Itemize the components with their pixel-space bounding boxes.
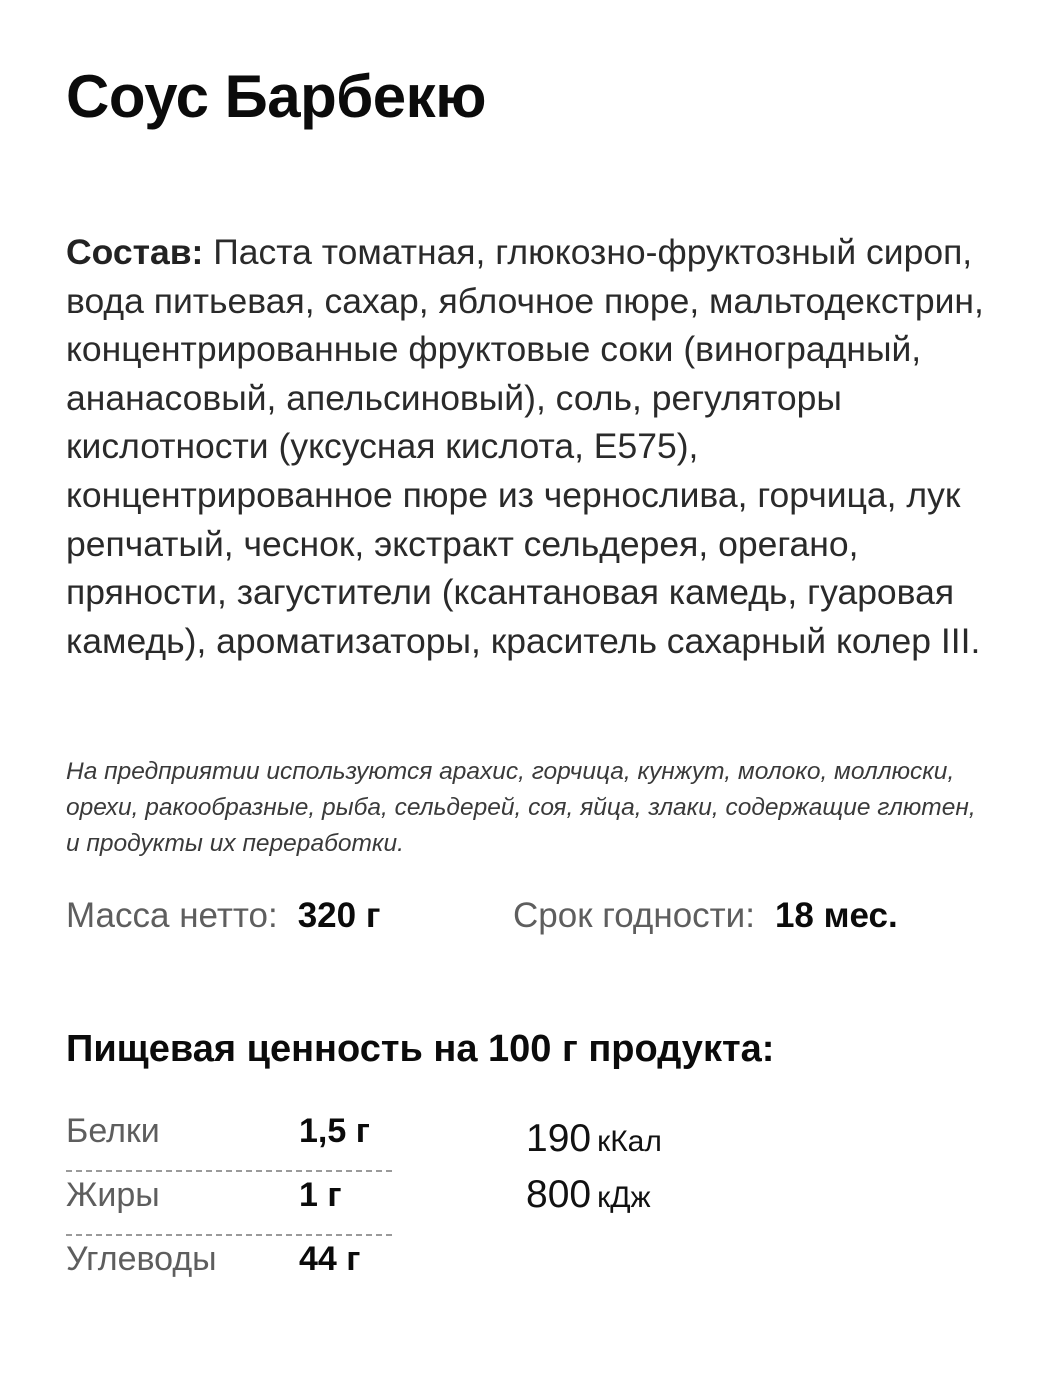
shelf-life-value: 18 мес. xyxy=(774,896,898,935)
nutrient-value: 1,5 г xyxy=(299,1112,370,1150)
energy-kcal-unit: кКал xyxy=(597,1125,662,1158)
product-title: Соус Барбекю xyxy=(66,63,486,130)
composition-text: Паста томатная, глюкозно-фруктозный сироп, вода питьевая, сахар, яблочное пюре, мальтодекстрин, концентрированные фруктовые соки (виноградный, ананасовый, апельсиновый), соль, регуляторы кислотности (уксусная кислота, Е575), концентрированное пюре из чернослива, горчица, лук репчатый, чеснок, экстракт сельдерея, орегано, пряности, загустители (ксантановая камедь, гуаровая камедь), ароматизаторы, краситель сахарный колер III. xyxy=(66,232,984,661)
net-weight-value: 320 г xyxy=(297,896,381,935)
energy-kj-unit: кДж xyxy=(597,1181,651,1214)
net-weight xyxy=(66,896,380,936)
nutrient-value: 44 г xyxy=(299,1240,361,1278)
energy-values xyxy=(526,1117,662,1229)
energy-kj xyxy=(526,1173,662,1229)
nutrient-name: Жиры xyxy=(66,1176,160,1214)
nutrition-title: Пищевая ценность на 100 г продукта: xyxy=(66,1028,775,1070)
nutrient-name: Углеводы xyxy=(66,1240,217,1278)
energy-kcal xyxy=(526,1117,662,1173)
allergen-notice: На предприятии используются арахис, горчица, кунжут, молоко, моллюски, орехи, ракообразные, рыба, сельдерей, соя, яйца, злаки, содержащие глютен, и продукты их переработки. xyxy=(66,758,976,857)
shelf-life-label: Срок годности: xyxy=(513,896,755,935)
net-weight-label: Масса нетто: xyxy=(66,896,278,935)
energy-kcal-value: 190 xyxy=(526,1117,592,1160)
nutrition-row-protein xyxy=(66,1108,392,1172)
nutrition-row-fat xyxy=(66,1172,392,1236)
nutrient-value: 1 г xyxy=(299,1176,342,1214)
composition-block xyxy=(66,228,996,665)
nutrition-table xyxy=(66,1108,392,1300)
nutrient-name: Белки xyxy=(66,1112,160,1150)
shelf-life xyxy=(513,896,898,936)
nutrition-row-carbs xyxy=(66,1236,392,1300)
energy-kj-value: 800 xyxy=(526,1173,592,1216)
composition-label: Состав: xyxy=(66,232,204,272)
